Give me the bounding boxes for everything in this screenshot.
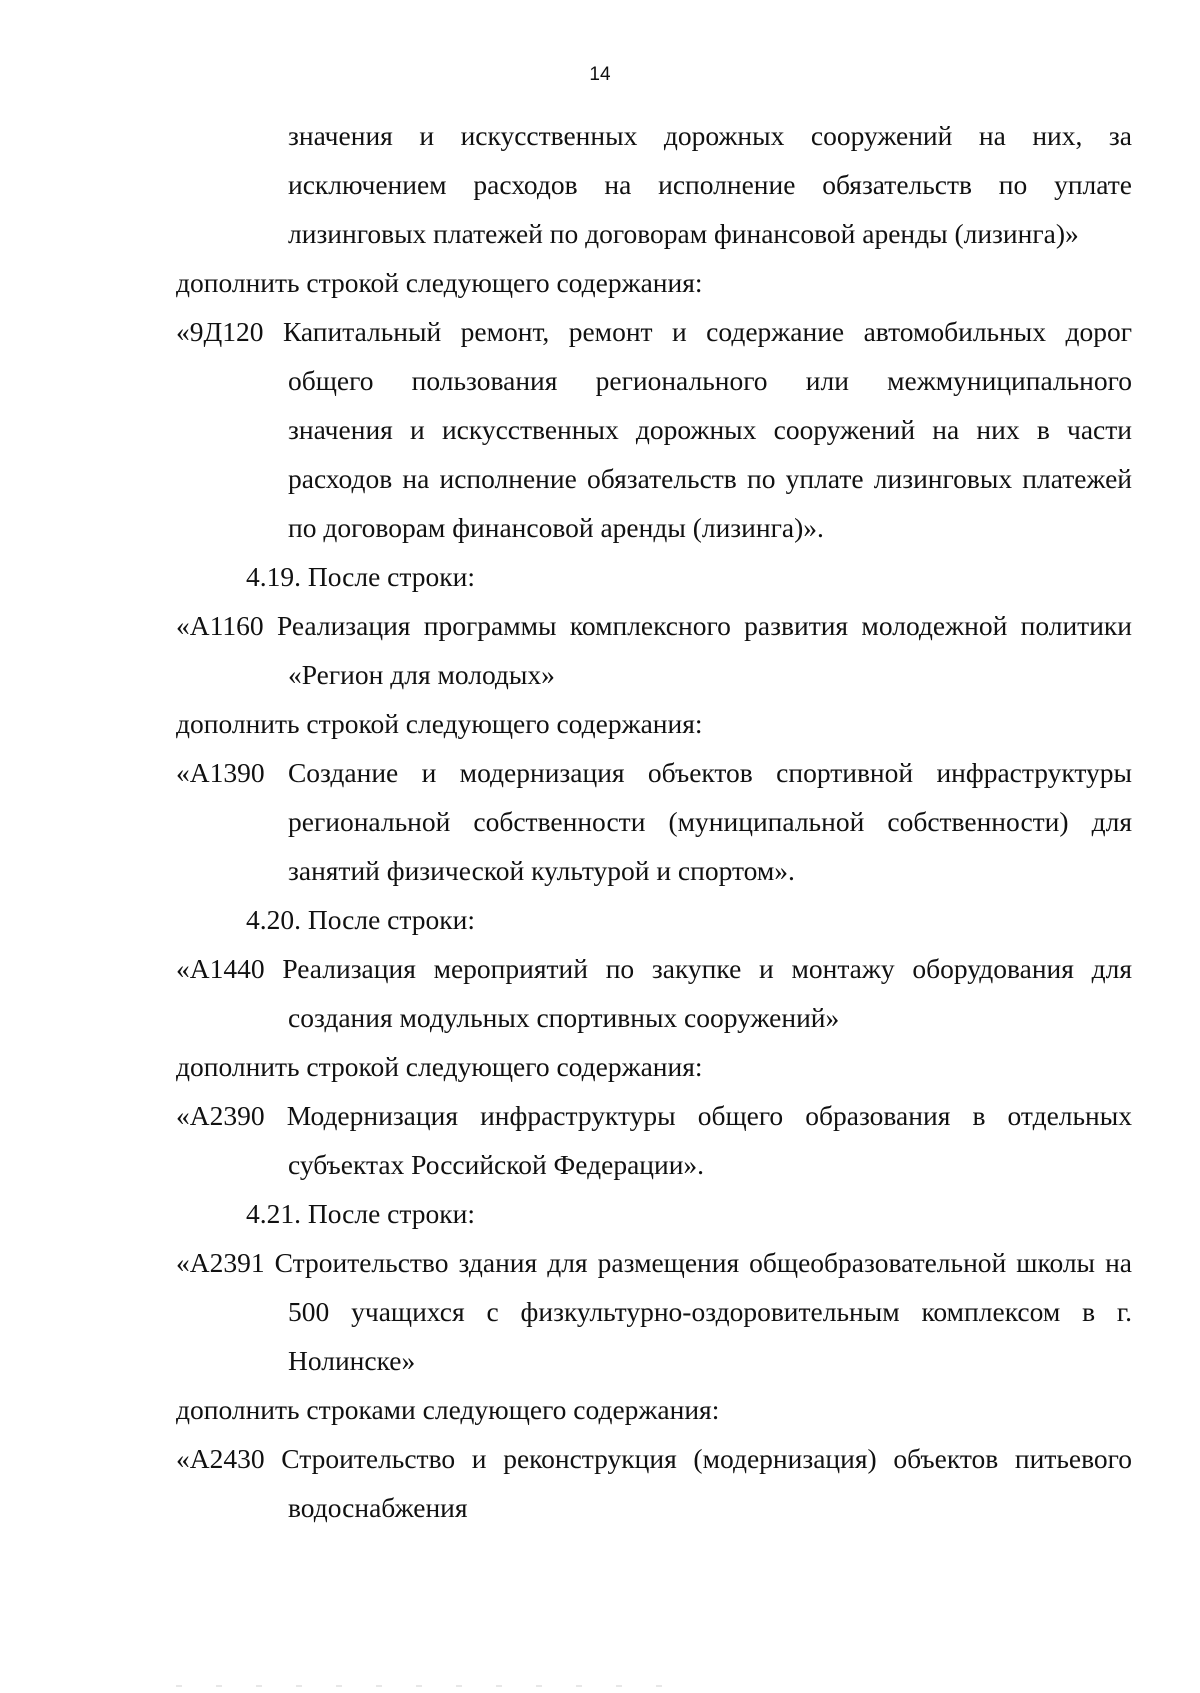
- text-line: значения и искусственных дорожных сооружений на них в части: [288, 414, 1132, 445]
- text-line: дополнить строками следующего содержания:: [176, 1394, 720, 1425]
- text-line: дополнить строкой следующего содержания:: [176, 267, 703, 298]
- text-line: создания модульных спортивных сооружений»: [288, 1002, 840, 1033]
- text-line: исключением расходов на исполнение обязательств по уплате: [288, 169, 1132, 200]
- document-body: [176, 111, 1132, 1532]
- section-heading: 4.19. После строки:: [246, 561, 475, 592]
- code-line: «А2390 Модернизация инфраструктуры общего образования в отдельных: [176, 1100, 1132, 1131]
- section-heading: 4.20. После строки:: [246, 904, 475, 935]
- code-line: «А2391 Строительство здания для размещения общеобразовательной школы на: [176, 1247, 1132, 1278]
- page-number: 14: [589, 64, 611, 85]
- scan-artifact: [176, 1685, 676, 1687]
- text-line: занятий физической культурой и спортом».: [288, 855, 795, 886]
- text-line: водоснабжения: [288, 1492, 468, 1523]
- text-line: лизинговых платежей по договорам финансовой аренды (лизинга)»: [288, 218, 1079, 249]
- text-line: Нолинске»: [288, 1345, 416, 1376]
- text-line: 500 учащихся с физкультурно-оздоровительным комплексом в г.: [288, 1296, 1132, 1327]
- text-line: значения и искусственных дорожных сооружений на них, за: [288, 120, 1132, 151]
- code-line: «9Д120 Капитальный ремонт, ремонт и содержание автомобильных дорог: [176, 316, 1132, 347]
- text-line: расходов на исполнение обязательств по уплате лизинговых платежей: [288, 463, 1132, 494]
- text-line: субъектах Российской Федерации».: [288, 1149, 705, 1180]
- text-line: дополнить строкой следующего содержания:: [176, 1051, 703, 1082]
- text-line: общего пользования регионального или межмуниципального: [288, 365, 1132, 396]
- section-heading: 4.21. После строки:: [246, 1198, 475, 1229]
- code-line: «А2430 Строительство и реконструкция (модернизация) объектов питьевого: [176, 1443, 1132, 1474]
- text-line: по договорам финансовой аренды (лизинга)».: [288, 512, 824, 543]
- text-line: «Регион для молодых»: [288, 659, 555, 690]
- code-line: «А1390 Создание и модернизация объектов спортивной инфраструктуры: [176, 757, 1132, 788]
- code-line: «А1440 Реализация мероприятий по закупке и монтажу оборудования для: [176, 953, 1132, 984]
- text-line: дополнить строкой следующего содержания:: [176, 708, 703, 739]
- text-line: региональной собственности (муниципальной собственности) для: [288, 806, 1132, 837]
- code-line: «А1160 Реализация программы комплексного развития молодежной политики: [176, 610, 1132, 641]
